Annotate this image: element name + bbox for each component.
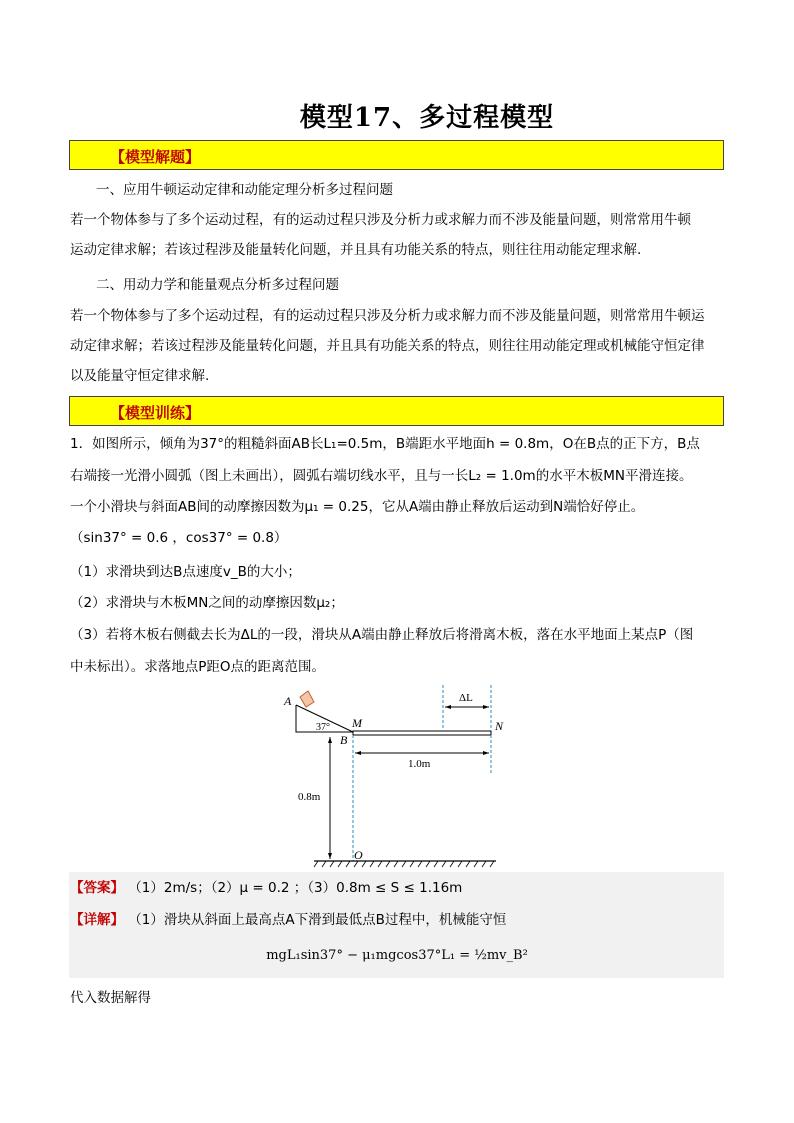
section-title: 【模型训练】 (110, 404, 201, 422)
label-O: O (354, 848, 363, 862)
ground-hatching (314, 861, 494, 867)
theory-heading-2: 二、用动力学和能量观点分析多过程问题 (96, 277, 339, 293)
label-board-length: 1.0m (408, 758, 431, 770)
problem-line: 一个小滑块与斜面AB间的动摩擦因数为μ₁ = 0.25，它从A端由静止释放后运动到N端恰好停止。 (70, 499, 645, 515)
detail-continuation: 代入数据解得 (70, 990, 151, 1006)
question-1: （1）求滑块到达B点速度v_B的大小； (70, 564, 301, 580)
physics-figure (280, 685, 520, 875)
label-N: N (495, 719, 504, 733)
label-angle: 37° (316, 722, 330, 733)
detail-text: （1）滑块从斜面上最高点A下滑到最低点B过程中，机械能守恒 (128, 912, 507, 928)
problem-line: 1．如图所示，倾角为37°的粗糙斜面AB长L₁=0.5m，B端距水平地面h = 0.8m，O在B点的正下方，B点 (70, 436, 700, 452)
detail-tag: 【详解】 (70, 912, 124, 928)
height-arrow-head-bottom (328, 853, 332, 859)
theory-paragraph-line: 以及能量守恒定律求解. (70, 368, 210, 384)
theory-paragraph-line: 若一个物体参与了多个运动过程，有的运动过程只涉及分析力或求解力而不涉及能量问题，则常常用牛顿 (70, 212, 691, 228)
section-title: 【模型解题】 (110, 148, 201, 166)
problem-line: （sin37° = 0.6 ，cos37° = 0.8） (70, 530, 288, 546)
theory-heading-1: 一、应用牛顿运动定律和动能定理分析多过程问题 (96, 182, 393, 198)
label-delta-L: ΔL (459, 692, 473, 704)
dl-arrow-head-left (445, 705, 451, 709)
theory-paragraph-line: 运动定律求解；若该过程涉及能量转化问题，并且具有功能关系的特点，则往往用动能定理求解. (70, 242, 642, 258)
answer-tag: 【答案】 (70, 880, 124, 896)
question-2: （2）求滑块与木板MN之间的动摩擦因数μ₂； (70, 595, 344, 611)
label-M: M (352, 716, 362, 730)
label-A: A (284, 694, 292, 708)
board-MN (353, 731, 491, 735)
answer-text: （1）2m/s；（2）μ = 0.2 ；（3）0.8m ≤ S ≤ 1.16m (128, 880, 463, 896)
energy-formula: mgL₁sin37° − μ₁mgcos37°L₁ = ½mv_B² (266, 948, 528, 963)
detail-line (70, 910, 730, 930)
answer-line (70, 878, 730, 898)
slider-block (300, 691, 314, 707)
question-3-line: （3）若将木板右侧截去长为ΔL的一段，滑块从A端由静止释放后将滑离木板，落在水平地面上某点P（图 (70, 627, 694, 643)
problem-line: 右端接一光滑小圆弧（图上未画出），圆弧右端切线水平，且与一长L₂ = 1.0m的水平木板MN平滑连接。 (70, 468, 693, 484)
board-arrow-head-left (355, 751, 361, 755)
label-height: 0.8m (298, 791, 321, 803)
question-3-line: 中未标出）。求落地点P距O点的距离范围。 (70, 659, 326, 675)
board-arrow-head-right (483, 751, 489, 755)
section-banner-jieti (69, 140, 724, 170)
theory-paragraph-line: 若一个物体参与了多个运动过程，有的运动过程只涉及分析力或求解力而不涉及能量问题，则常常用牛顿运 (70, 308, 705, 324)
dl-arrow-head-right (483, 705, 489, 709)
height-arrow-head-top (328, 737, 332, 743)
section-banner-xunlian (69, 396, 724, 426)
label-B: B (340, 733, 348, 747)
page-title: 模型17、多过程模型 (299, 103, 555, 133)
theory-paragraph-line: 动定律求解；若该过程涉及能量转化问题，并且具有功能关系的特点，则往往用动能定理或机械能守恒定律 (70, 338, 705, 354)
